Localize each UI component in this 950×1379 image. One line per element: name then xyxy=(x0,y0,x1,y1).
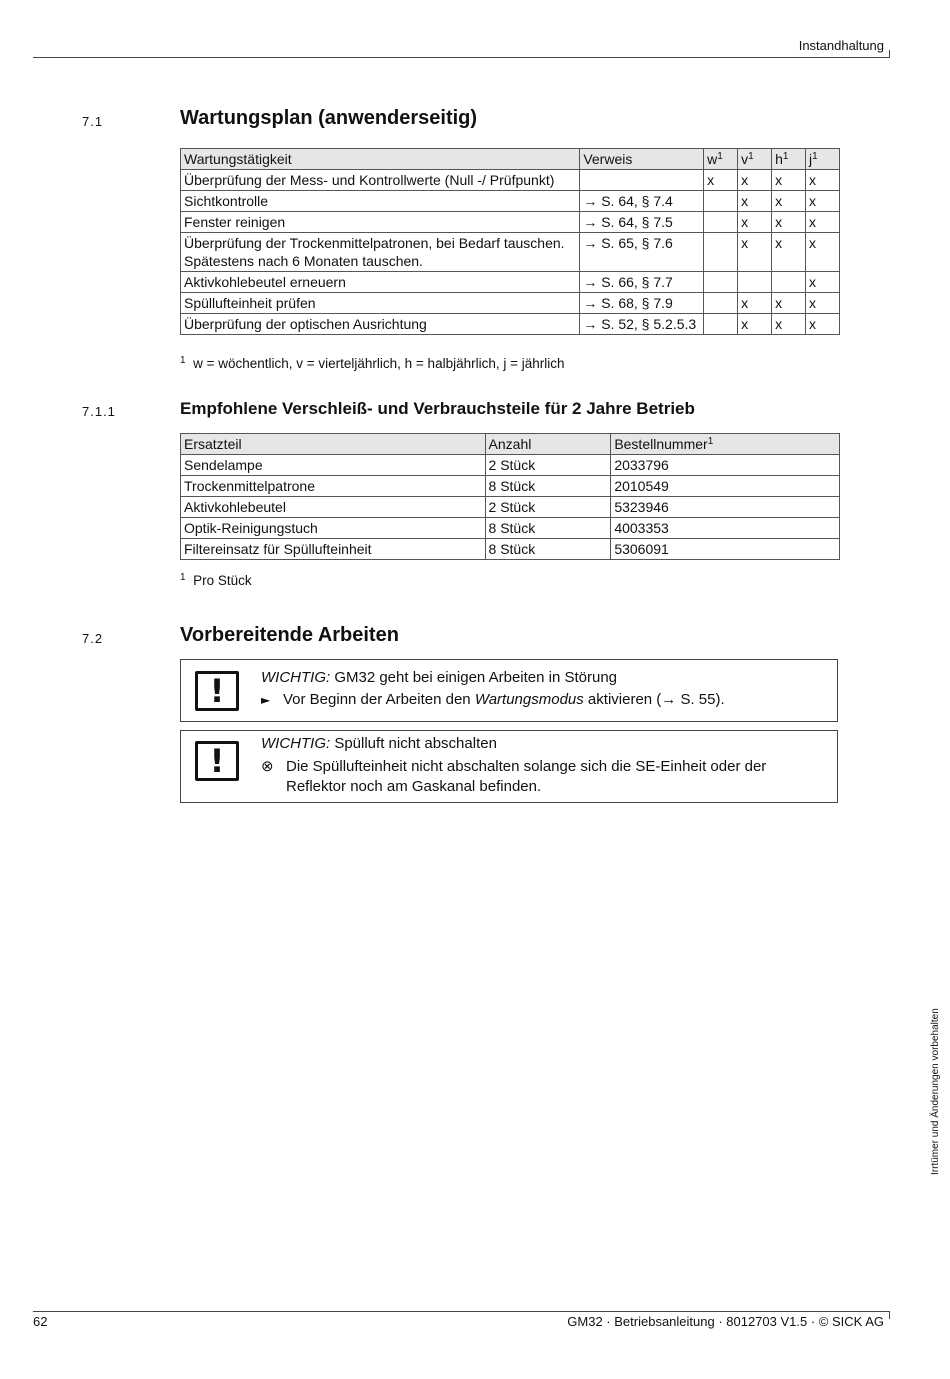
notice-title: WICHTIG: Spülluft nicht abschalten xyxy=(261,735,497,752)
cell-part: Optik-Reinigungstuch xyxy=(181,518,486,539)
cell-v: x xyxy=(738,212,772,233)
table-row xyxy=(181,233,840,272)
section-title: Vorbereitende Arbeiten xyxy=(180,624,399,646)
column-header: $h^1$ xyxy=(772,149,806,170)
column-header: $v^1$ xyxy=(738,149,772,170)
cell-qty: 8 Stück xyxy=(485,518,611,539)
table-header-row xyxy=(181,149,840,170)
running-header: Instandhaltung xyxy=(798,38,884,53)
cell-activity: Überprüfung der Trockenmittelpatronen, bei Bedarf tauschen. Spätestens nach 6 Monaten tauschen. xyxy=(181,233,580,272)
prohibition-bullet-icon: ⊗ xyxy=(261,758,274,775)
cell-w xyxy=(704,233,738,272)
cell-ref: → S. 66, § 7.7 xyxy=(580,272,704,293)
cell-h: x xyxy=(772,170,806,191)
page-number: 62 xyxy=(33,1314,48,1329)
column-header: $w^1$ xyxy=(704,149,738,170)
cell-v xyxy=(738,272,772,293)
cell-j: x xyxy=(806,170,840,191)
column-header: Bestellnummer$^1$ xyxy=(611,434,840,455)
cell-order: 5323946 xyxy=(611,497,840,518)
cell-v: x xyxy=(738,233,772,272)
cell-ref: → S. 64, § 7.4 xyxy=(580,191,704,212)
cell-ref: → S. 65, § 7.6 xyxy=(580,233,704,272)
column-header: Wartungstätigkeit xyxy=(181,149,580,170)
column-header: $j^1$ xyxy=(806,149,840,170)
notice-text: Die Spüllufteinheit nicht abschalten solange sich die SE-Einheit oder der Reflektor noch am Gaskanal befinden. xyxy=(286,758,767,795)
cell-order: 5306091 xyxy=(611,539,840,560)
cell-j: x xyxy=(806,191,840,212)
cell-h: x xyxy=(772,293,806,314)
footer-doc-info: GM32 · Betriebsanleitung · 8012703 V1.5 · © SICK AG xyxy=(567,1314,884,1329)
cell-ref: → S. 64, § 7.5 xyxy=(580,212,704,233)
table-row xyxy=(181,539,840,560)
cell-ref: → S. 68, § 7.9 xyxy=(580,293,704,314)
table-row xyxy=(181,455,840,476)
cell-qty: 8 Stück xyxy=(485,476,611,497)
cell-activity: Überprüfung der Mess- und Kontrollwerte (Null -/ Prüfpunkt) xyxy=(181,170,580,191)
cell-part: Filtereinsatz für Spüllufteinheit xyxy=(181,539,486,560)
footer-rule xyxy=(33,1311,890,1312)
cell-w: x xyxy=(704,170,738,191)
cell-h: x xyxy=(772,212,806,233)
cell-w xyxy=(704,212,738,233)
cell-w xyxy=(704,293,738,314)
table-row xyxy=(181,293,840,314)
cell-activity: Fenster reinigen xyxy=(181,212,580,233)
cell-v: x xyxy=(738,293,772,314)
header-rule-tick xyxy=(889,50,890,58)
section-number: 7.1.1 xyxy=(82,404,116,419)
table-row xyxy=(181,272,840,293)
table-row xyxy=(181,476,840,497)
cell-order: 2033796 xyxy=(611,455,840,476)
side-note: Irrtümer und Änderungen vorbehalten xyxy=(930,1008,941,1175)
cell-j: x xyxy=(806,212,840,233)
table-row xyxy=(181,497,840,518)
cell-qty: 2 Stück xyxy=(485,455,611,476)
cell-h xyxy=(772,272,806,293)
cell-order: 2010549 xyxy=(611,476,840,497)
cell-w xyxy=(704,314,738,335)
cell-activity: Spüllufteinheit prüfen xyxy=(181,293,580,314)
cell-qty: 2 Stück xyxy=(485,497,611,518)
cell-j: x xyxy=(806,314,840,335)
table-header-row xyxy=(181,434,840,455)
cell-qty: 8 Stück xyxy=(485,539,611,560)
cell-part: Trockenmittelpatrone xyxy=(181,476,486,497)
cell-v: x xyxy=(738,191,772,212)
arrow-bullet-icon: ► xyxy=(261,693,271,707)
cell-ref: → S. 52, § 5.2.5.3 xyxy=(580,314,704,335)
cell-j: x xyxy=(806,272,840,293)
cell-activity: Sichtkontrolle xyxy=(181,191,580,212)
cell-h: x xyxy=(772,191,806,212)
section-number: 7.2 xyxy=(82,631,104,646)
table-row xyxy=(181,191,840,212)
spare-parts-table xyxy=(180,433,840,560)
warning-icon: ! xyxy=(195,671,239,711)
cell-h: x xyxy=(772,233,806,272)
cell-h: x xyxy=(772,314,806,335)
cell-w xyxy=(704,191,738,212)
cell-ref xyxy=(580,170,704,191)
cell-j: x xyxy=(806,293,840,314)
cell-w xyxy=(704,272,738,293)
important-notice xyxy=(180,730,838,803)
cell-activity: Aktivkohlebeutel erneuern xyxy=(181,272,580,293)
section-number: 7.1 xyxy=(82,114,104,129)
table-row xyxy=(181,212,840,233)
column-header: Ersatzteil xyxy=(181,434,486,455)
table-row xyxy=(181,314,840,335)
important-notice xyxy=(180,659,838,722)
cell-part: Aktivkohlebeutel xyxy=(181,497,486,518)
cell-activity: Überprüfung der optischen Ausrichtung xyxy=(181,314,580,335)
cell-part: Sendelampe xyxy=(181,455,486,476)
column-header: Anzahl xyxy=(485,434,611,455)
column-header: Verweis xyxy=(580,149,704,170)
notice-title: WICHTIG: GM32 geht bei einigen Arbeiten in Störung xyxy=(261,669,618,686)
cell-order: 4003353 xyxy=(611,518,840,539)
table-footnote: $^1$ w = wöchentlich, v = vierteljährlich, h = halbjährlich, j = jährlich xyxy=(180,355,565,371)
cell-j: x xyxy=(806,233,840,272)
section-title: Empfohlene Verschleiß- und Verbrauchsteile für 2 Jahre Betrieb xyxy=(180,399,695,418)
table-row xyxy=(181,170,840,191)
cell-v: x xyxy=(738,314,772,335)
header-rule xyxy=(33,57,890,58)
cell-v: x xyxy=(738,170,772,191)
section-title: Wartungsplan (anwenderseitig) xyxy=(180,107,478,129)
table-footnote: $^1$ Pro Stück xyxy=(180,572,252,588)
notice-instruction: ► Vor Beginn der Arbeiten den Wartungsmodus aktivieren (→ S. 55). xyxy=(261,691,725,708)
footer-rule-tick xyxy=(889,1311,890,1319)
maintenance-table xyxy=(180,148,840,335)
table-row xyxy=(181,518,840,539)
warning-icon: ! xyxy=(195,741,239,781)
